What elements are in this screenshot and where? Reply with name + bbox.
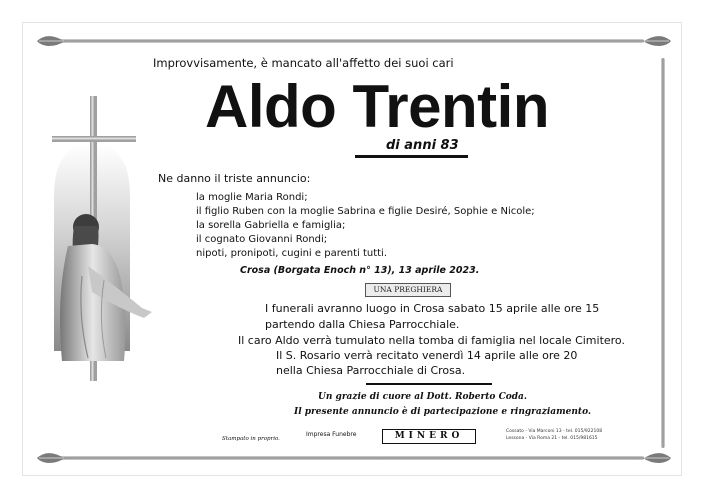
family-line: la sorella Gabriella e famiglia;: [196, 220, 346, 231]
top-rule: [58, 39, 644, 43]
announcement-text: Ne danno il triste annuncio:: [158, 172, 311, 185]
funeral-line: nella Chiesa Parrocchiale di Crosa.: [276, 364, 466, 377]
family-line: la moglie Maria Rondi;: [196, 192, 308, 203]
family-line: nipoti, pronipoti, cugini e parenti tutti.: [196, 248, 388, 259]
contact-line: Cossato - Via Marconi 13 - tel. 015/922108: [506, 429, 603, 434]
impresa-label: Impresa Funebre: [306, 431, 357, 438]
family-line: il cognato Giovanni Rondi;: [196, 234, 328, 245]
intro-text: Improvvisamente, è mancato all'affetto dei suoi cari: [153, 56, 454, 70]
thanks-line: Un grazie di cuore al Dott. Roberto Coda.: [318, 392, 527, 402]
place-date: Crosa (Borgata Enoch n° 13), 13 aprile 2023.: [240, 265, 480, 276]
age-underline: [355, 155, 468, 158]
age-text: di anni 83: [386, 138, 459, 153]
section-divider: [366, 383, 492, 385]
right-rule: [661, 58, 665, 448]
prayer-button[interactable]: UNA PREGHIERA: [365, 283, 451, 297]
leaf-ornament-icon: [642, 34, 672, 48]
funeral-home-logo: MINERO: [382, 429, 476, 444]
leaf-ornament-icon: [36, 451, 66, 465]
leaf-ornament-icon: [642, 451, 672, 465]
funeral-line: I funerali avranno luogo in Crosa sabato 15 aprile alle ore 15: [265, 302, 600, 315]
leaf-ornament-icon: [36, 34, 66, 48]
funeral-line: Il S. Rosario verrà recitato venerdì 14 aprile alle ore 20: [276, 349, 578, 362]
bottom-rule: [58, 456, 644, 460]
deceased-name: Aldo Trentin: [205, 73, 549, 140]
contact-line: Lessona - Via Roma 21 - tel. 015/981615: [506, 436, 598, 441]
funeral-line: Il caro Aldo verrà tumulato nella tomba di famiglia nel locale Cimitero.: [238, 334, 625, 347]
jesus-figure-illustration: [48, 96, 158, 381]
printed-note: Stampato in proprio.: [222, 436, 280, 442]
thanks-line: Il presente annuncio è di partecipazione e ringraziamento.: [294, 407, 592, 417]
funeral-line: partendo dalla Chiesa Parrocchiale.: [265, 318, 460, 331]
family-line: il figlio Ruben con la moglie Sabrina e figlie Desiré, Sophie e Nicole;: [196, 206, 535, 217]
